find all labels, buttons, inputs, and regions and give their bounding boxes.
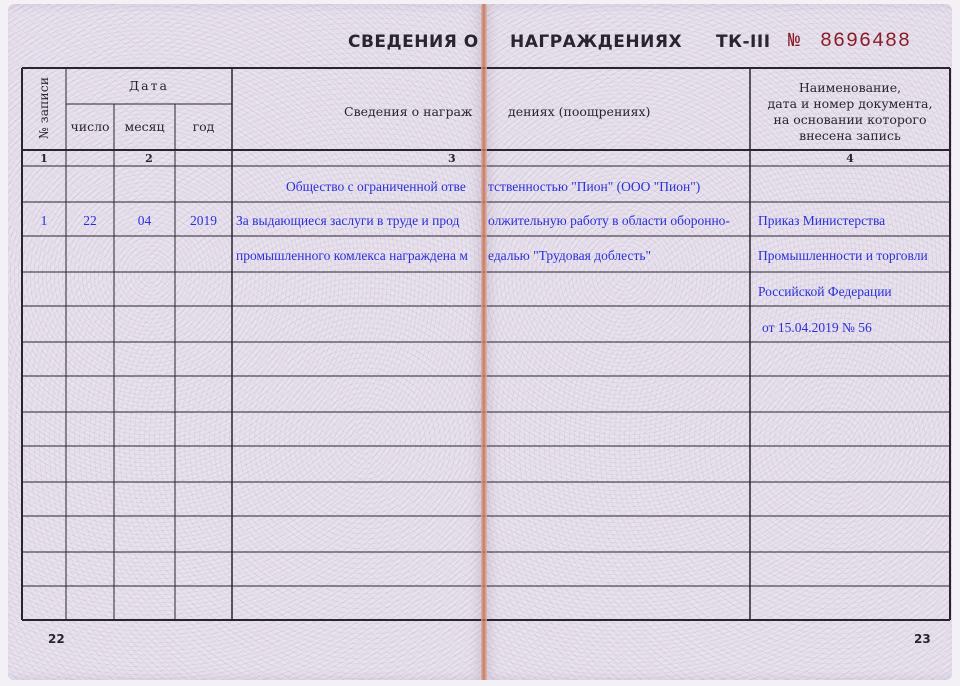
organization-name-left: Общество с ограниченной отве [286, 179, 466, 194]
number-sign: № [788, 30, 802, 53]
day-header: число [70, 119, 110, 134]
organization-name-right: тственностью "Пион" (ООО "Пион") [488, 179, 701, 194]
entry-text-line2-left: промышленного комлекса награждена м [236, 248, 468, 263]
info-header-right: дениях (поощрениях) [508, 104, 651, 119]
document-line4: от 15.04.2019 № 56 [762, 320, 872, 335]
entry-text-line2-right: едалью "Трудовая доблесть" [488, 248, 652, 263]
left-page [8, 4, 484, 680]
entry-text-line1-left: За выдающиеся заслуги в труде и прод [236, 213, 460, 228]
book-spine [481, 4, 487, 680]
document-header-line2: дата и номер документа, [767, 96, 933, 111]
column-number-3: 3 [448, 152, 456, 165]
entry-record-number: 1 [40, 213, 48, 228]
document-line2: Промышленности и торговли [758, 248, 928, 263]
column-number-1: 1 [40, 152, 48, 165]
column-number-4: 4 [846, 152, 854, 165]
column-number-2: 2 [145, 152, 153, 165]
labor-book-spread [8, 4, 952, 680]
month-header: месяц [124, 119, 165, 134]
page-number-right: 23 [914, 632, 931, 646]
entry-year: 2019 [190, 213, 217, 228]
year-header: год [192, 119, 215, 134]
record-number-header: № записи [36, 76, 51, 140]
title-left: СВЕДЕНИЯ О [348, 32, 479, 52]
document-header-line1: Наименование, [798, 80, 902, 95]
document-header-line4: внесена запись [799, 128, 901, 143]
entry-day: 22 [83, 213, 97, 228]
document-line3: Российской Федерации [758, 284, 892, 299]
document-line1: Приказ Министерства [758, 213, 886, 228]
date-header: Дата [129, 78, 169, 93]
document-header-line3: на основании которого [773, 112, 927, 127]
info-header-left: Сведения о награж [344, 104, 473, 119]
organization-name [0, 0, 1, 1]
form-serial-number: 8696488 [820, 30, 912, 53]
entry-text-line1-right: олжительную работу в области оборонно- [488, 213, 730, 228]
title-right: НАГРАЖДЕНИЯХ [510, 32, 683, 52]
page-number-left: 22 [48, 632, 65, 646]
right-page [484, 4, 952, 680]
series-label: ТК-III [716, 32, 771, 52]
entry-month: 04 [137, 213, 152, 228]
